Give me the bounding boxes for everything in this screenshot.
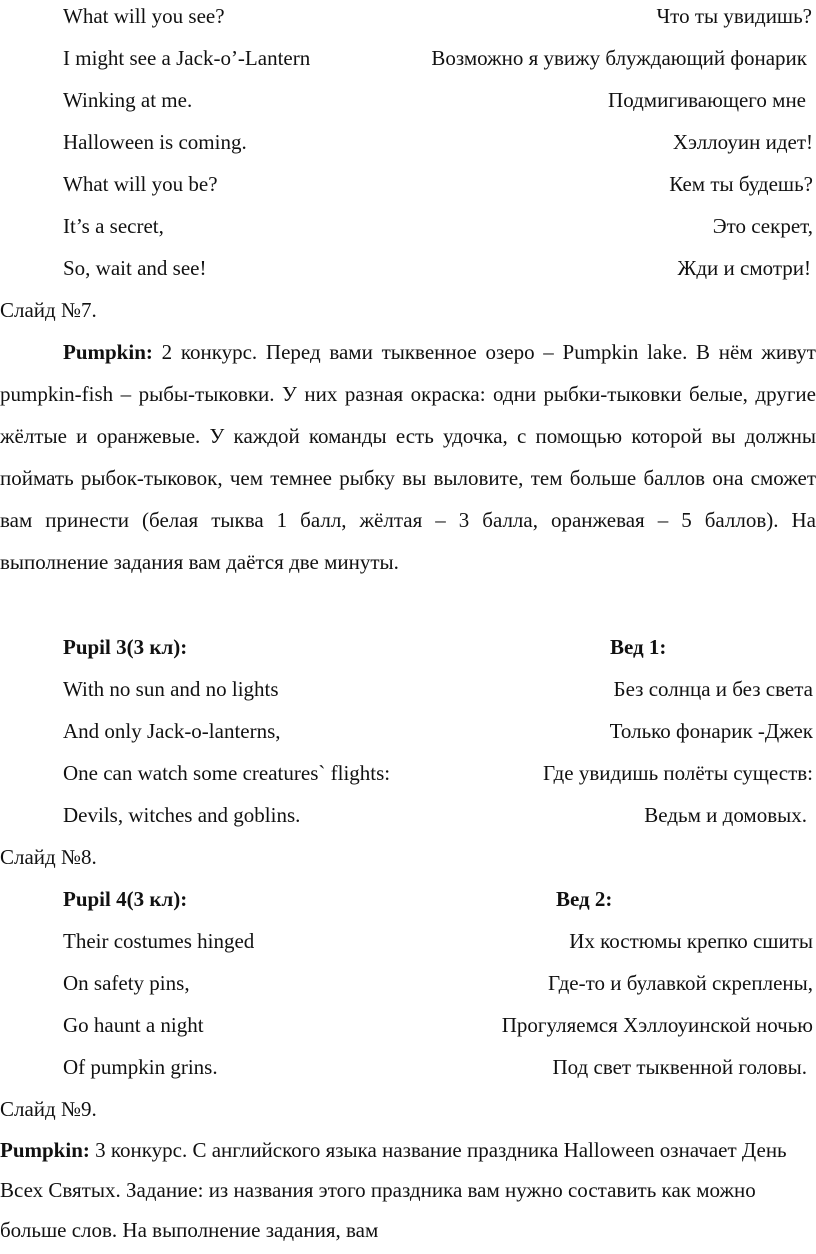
speaker-label: Pumpkin:	[0, 1138, 90, 1162]
verse1-en-line: What will you be?	[63, 172, 218, 196]
verse3-ru-line: Где-то и булавкой скреплены,	[548, 971, 813, 995]
speaker-label-en: Pupil 4(3 кл):	[63, 887, 188, 911]
verse1-ru-line: Хэллоуин идет!	[672, 130, 813, 154]
verse1-ru-line: Кем ты будешь?	[669, 172, 813, 196]
verse2-ru-line: Ведьм и домовых.	[644, 803, 807, 827]
verse2-ru-line: Без солнца и без света	[613, 677, 813, 701]
speaker-label-ru: Вед 1:	[610, 635, 667, 659]
slide-heading: Слайд №8.	[0, 845, 97, 869]
verse2-en-line: One can watch some creatures` flights:	[63, 761, 391, 785]
verse1-en-line: Winking at me.	[63, 88, 193, 112]
verse2-en-line: With no sun and no lights	[63, 677, 279, 701]
verse1-ru-line: Это секрет,	[712, 214, 813, 238]
verse1-en-line: I might see a Jack-o’-Lantern	[63, 46, 311, 70]
verse1-ru-line: Что ты увидишь?	[656, 4, 812, 28]
speaker-label: Pumpkin:	[63, 340, 153, 364]
contest-paragraph	[0, 1130, 816, 1250]
verse3-ru-line: Их костюмы крепко сшиты	[569, 929, 813, 953]
paragraph-text: 3 конкурс. С английского языка название праздника Halloween означает День Всех Святых. Задание: из названия этого праздника вам нужно составить как можно больше слов. На выполнение задания, вам	[0, 1138, 787, 1242]
slide-heading: Слайд №7.	[0, 298, 97, 322]
contest-paragraph	[0, 331, 816, 583]
verse2-ru-line: Только фонарик -Джек	[609, 719, 813, 743]
speaker-label-en: Pupil 3(3 кл):	[63, 635, 188, 659]
paragraph-text: 2 конкурс. Перед вами тыквенное озеро – Pumpkin lake. В нём живут pumpkin-fish – рыбы-тыковки. У них разная окраска: одни рыбки-тыковки белые, другие жёлтые и оранжевые. У каждой команды есть удочка, с помощью которой вы должны поймать рыбок-тыковок, чем темнее рыбку вы выловите, тем больше баллов она сможет вам принести (белая тыква 1 балл, жёлтая – 3 балла, оранжевая – 5 баллов). На выполнение задания вам даётся две минуты.	[0, 340, 816, 574]
verse3-en-line: Go haunt a night	[63, 1013, 204, 1037]
verse3-en-line: Of pumpkin grins.	[63, 1055, 218, 1079]
verse3-en-line: Their costumes hinged	[63, 929, 255, 953]
verse2-en-line: And only Jack-o-lanterns,	[63, 719, 281, 743]
speaker-label-ru: Вед 2:	[556, 887, 613, 911]
verse3-ru-line: Под свет тыквенной головы.	[552, 1055, 807, 1079]
verse3-en-line: On safety pins,	[63, 971, 190, 995]
slide-heading: Слайд №9.	[0, 1097, 97, 1121]
verse3-ru-line: Прогуляемся Хэллоуинской ночью	[501, 1013, 813, 1037]
verse1-en-line: Halloween is coming.	[63, 130, 247, 154]
verse2-en-line: Devils, witches and goblins.	[63, 803, 301, 827]
verse1-ru-line: Подмигивающего мне	[608, 88, 806, 112]
verse2-ru-line: Где увидишь полёты существ:	[543, 761, 813, 785]
verse1-en-line: What will you see?	[63, 4, 225, 28]
verse1-en-line: So, wait and see!	[63, 256, 207, 280]
verse1-en-line: It’s a secret,	[63, 214, 164, 238]
verse1-ru-line: Жди и смотри!	[677, 256, 811, 280]
verse1-ru-line: Возможно я увижу блуждающий фонарик	[431, 46, 807, 70]
